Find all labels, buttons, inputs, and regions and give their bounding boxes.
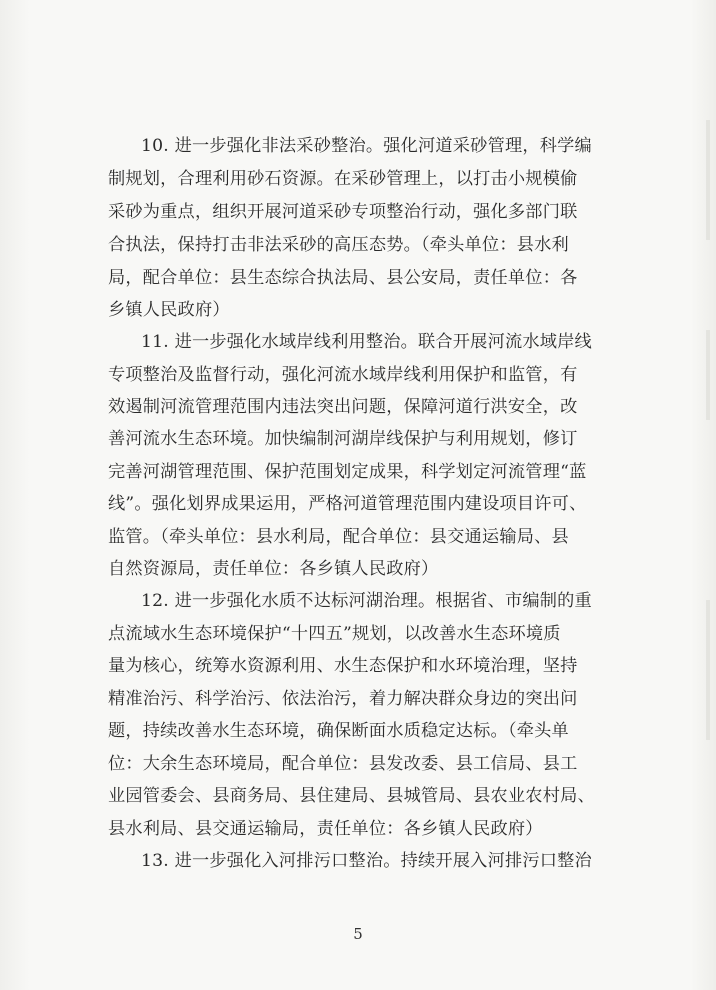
body-text-line: 效遏制河流管理范围内违法突出问题，保障河道行洪安全，改: [108, 397, 578, 417]
body-text-line: 局，配合单位：县生态综合执法局、县公安局，责任单位：各: [108, 268, 578, 288]
body-text-line: 11. 进一步强化水域岸线利用整治。联合开展河流水域岸线: [141, 332, 592, 352]
body-text-line: 制规划，合理利用砂石资源。在采砂管理上，以打击小规模偷: [108, 169, 578, 189]
body-text-line: 合执法，保持打击非法采砂的高压态势。（牵头单位：县水利: [108, 235, 569, 255]
body-text-line: 13. 进一步强化入河排污口整治。持续开展入河排污口整治: [141, 851, 592, 871]
body-text-line: 线”。强化划界成果运用，严格河道管理范围内建设项目许可、: [108, 494, 587, 514]
page-number: 5: [353, 925, 363, 943]
body-text-line: 12. 进一步强化水质不达标河湖治理。根据省、市编制的重: [141, 591, 592, 611]
body-text-line: 位：大余生态环境局，配合单位：县发改委、县工信局、县工: [108, 754, 578, 774]
scan-edge-mark: [706, 120, 710, 240]
body-text-line: 完善河湖管理范围、保护范围划定成果，科学划定河流管理“蓝: [108, 462, 587, 482]
body-text-line: 自然资源局，责任单位：各乡镇人民政府）: [108, 559, 439, 579]
body-text-line: 专项整治及监督行动，强化河流水域岸线利用保护和监管，有: [108, 365, 578, 385]
body-text-line: 县水利局、县交通运输局，责任单位：各乡镇人民政府）: [108, 819, 543, 839]
body-text-line: 题，持续改善水生态环境，确保断面水质稳定达标。（牵头单: [108, 721, 569, 741]
scan-edge-mark: [706, 330, 710, 420]
body-text-line: 采砂为重点，组织开展河道采砂专项整治行动，强化多部门联: [108, 202, 578, 222]
scan-edge-mark: [706, 600, 710, 740]
body-text-line: 乡镇人民政府）: [108, 300, 230, 320]
body-text-line: 10. 进一步强化非法采砂整治。强化河道采砂管理，科学编: [141, 136, 592, 156]
body-text-line: 点流域水生态环境保护“十四五”规划，以改善水生态环境质: [108, 624, 561, 644]
body-text-line: 监管。（牵头单位：县水利局，配合单位：县交通运输局、县: [108, 527, 569, 547]
body-text-line: 业园管委会、县商务局、县住建局、县城管局、县农业农村局、: [108, 786, 595, 806]
body-text-line: 精准治污、科学治污、依法治污，着力解决群众身边的突出问: [108, 689, 578, 709]
body-text-line: 善河流水生态环境。加快编制河湖岸线保护与利用规划，修订: [108, 429, 578, 449]
body-text-line: 量为核心，统筹水资源利用、水生态保护和水环境治理，坚持: [108, 656, 578, 676]
